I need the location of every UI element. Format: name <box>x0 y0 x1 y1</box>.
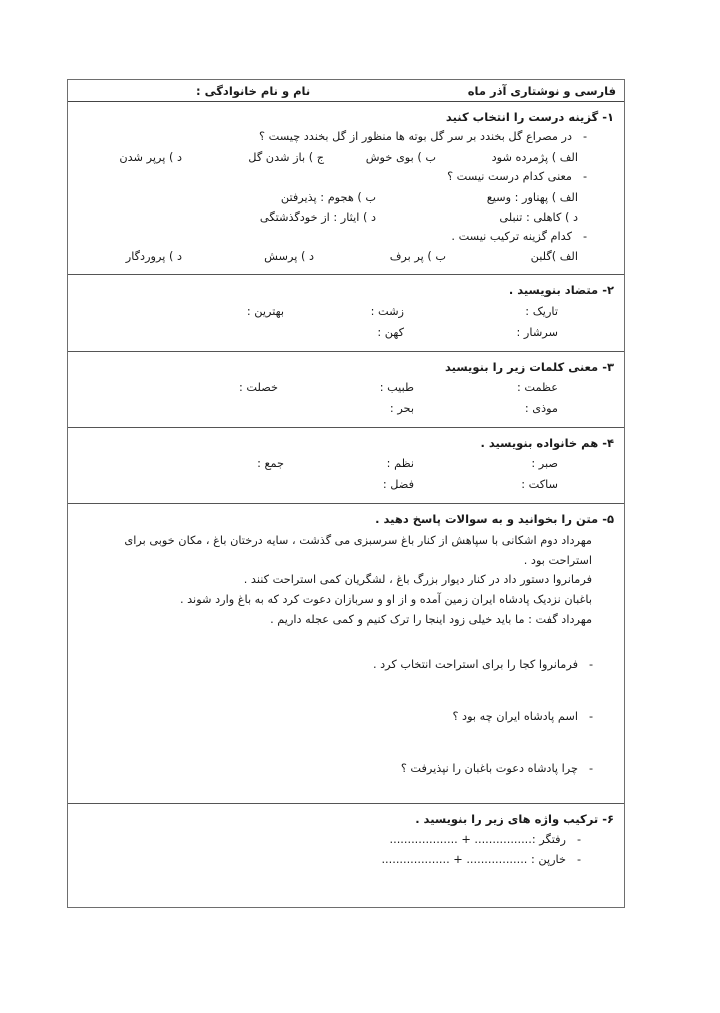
bullet-dash: - <box>576 833 582 847</box>
answer-space-spacer <box>78 630 614 656</box>
answer-space-2[interactable] <box>78 726 614 760</box>
question-2-row-1 <box>78 302 614 321</box>
bullet-dash: - <box>576 853 582 867</box>
answer-space-3[interactable] <box>78 778 614 796</box>
comprehension-question-2-text: اسم پادشاه ایران چه بود ؟ <box>452 709 578 723</box>
question-1-sub-2 <box>78 168 614 187</box>
question-block-2 <box>68 275 624 351</box>
option-dal-2[interactable]: د ) ایثار : از خودگذشتگی <box>259 210 376 224</box>
question-1-number: ۱- <box>602 110 614 124</box>
question-3-number: ۳- <box>602 359 614 374</box>
comprehension-question-1-text: فرمانروا کجا را برای استراحت انتخاب کرد . <box>372 657 578 671</box>
option-dal-1[interactable]: د ) پرسش <box>264 250 314 264</box>
question-4-row-1 <box>78 454 614 473</box>
question-6-item-2 <box>78 850 614 869</box>
option-alef[interactable]: الف ) پهناور : وسیع <box>486 190 578 204</box>
question-5-title <box>78 510 614 528</box>
question-3-row-1 <box>78 378 614 397</box>
fill-label-tabib[interactable]: طبیب : <box>379 381 414 395</box>
fill-label-tarik[interactable]: تاریک : <box>525 304 558 318</box>
question-4-row-2 <box>78 475 614 494</box>
option-be[interactable]: ب ) بوی خوش <box>365 151 436 165</box>
option-dal-1[interactable]: د ) کاهلی : تنبلی <box>499 210 578 224</box>
passage-line-5: مهرداد گفت : ما باید خیلی زود اینجا را ترک کنیم و کمی عجله داریم . <box>270 612 592 626</box>
question-1-sub-3-prompt: کدام گزینه ترکیب نیست . <box>451 229 572 243</box>
header-name-field-label: نام و نام خانوادگی : <box>196 83 311 98</box>
question-5-comprehension-3 <box>78 760 614 778</box>
option-alef[interactable]: الف )گلبن <box>530 250 578 264</box>
question-block-3 <box>68 352 624 428</box>
passage-line-3: فرمانروا دستور داد در کنار دیوار بزرگ باغ ، لشگریان کمی استراحت کنند . <box>243 573 592 587</box>
question-5-comprehension-1 <box>78 656 614 674</box>
option-dal[interactable]: د ) پرپر شدن <box>119 151 182 165</box>
question-5-text: متن را بخوانید و به سوالات پاسخ دهید . <box>375 512 599 527</box>
question-6-item-2-text[interactable]: خارپن : ................. + ................... <box>381 853 566 867</box>
bullet-dash: - <box>588 657 594 671</box>
fill-label-sarshar[interactable]: سرشار : <box>516 325 558 339</box>
question-2-row-2 <box>78 323 614 342</box>
question-1-sub-3 <box>78 228 614 247</box>
option-jim[interactable]: ج ) باز شدن گل <box>248 151 324 165</box>
sheet-header <box>68 80 624 102</box>
question-block-5 <box>68 504 624 803</box>
fill-label-behtarin[interactable]: بهترین : <box>246 304 284 318</box>
fill-label-zesht[interactable]: زشت : <box>370 304 404 318</box>
question-1-sub-3-options <box>78 247 614 266</box>
question-3-title <box>78 358 614 376</box>
question-3-row-2 <box>78 399 614 418</box>
question-1-sub-1 <box>78 128 614 147</box>
question-1-sub-1-options <box>78 148 614 167</box>
option-dal-2[interactable]: د ) پروردگار <box>125 250 182 264</box>
question-block-6 <box>68 804 624 907</box>
header-subject: فارسی و نوشتاری آذر ماه <box>467 83 616 98</box>
fill-label-azemat[interactable]: عظمت : <box>516 381 558 395</box>
answer-space-1[interactable] <box>78 674 614 708</box>
fill-label-saket[interactable]: ساکت : <box>521 478 558 492</box>
question-6-item-1 <box>78 830 614 849</box>
bullet-dash: - <box>588 709 594 723</box>
bullet-dash: - <box>588 761 594 775</box>
passage-line-2: استراحت بود . <box>523 553 592 567</box>
passage-line-1: مهرداد دوم اشکانی با سپاهش از کنار باغ سرسبزی می گذشت ، سایه درختان باغ ، مکان خوبی برای <box>124 533 592 547</box>
exam-sheet <box>67 79 625 908</box>
question-1-text: گزینه درست را انتخاب کنید <box>445 110 599 124</box>
question-block-1 <box>68 102 624 275</box>
bullet-dash: - <box>582 229 588 243</box>
question-5-number: ۵- <box>602 512 614 527</box>
question-1-sub-2-options-line-2 <box>78 208 614 227</box>
question-2-number: ۲- <box>602 283 614 298</box>
question-block-4 <box>68 428 624 504</box>
question-1-title <box>78 108 614 126</box>
question-4-text: هم خانواده بنویسید . <box>480 436 599 451</box>
fill-label-khaslat[interactable]: خصلت : <box>238 381 278 395</box>
question-1-sub-2-options-line-1 <box>78 188 614 207</box>
fill-label-kohan[interactable]: کهن : <box>377 325 404 339</box>
question-2-title <box>78 281 614 299</box>
bullet-dash: - <box>582 130 588 144</box>
fill-label-bahr[interactable]: بحر : <box>389 402 414 416</box>
fill-label-sabr[interactable]: صبر : <box>531 457 558 471</box>
fill-label-nazm[interactable]: نظم : <box>386 457 414 471</box>
question-3-text: معنی کلمات زیر را بنویسید <box>445 359 599 374</box>
question-4-title <box>78 434 614 452</box>
comprehension-question-3-text: چرا پادشاه دعوت باغبان را نپذیرفت ؟ <box>400 761 578 775</box>
fill-label-mouzi[interactable]: موذی : <box>524 402 558 416</box>
option-alef[interactable]: الف ) پژمرده شود <box>491 151 578 165</box>
question-5-comprehension-2 <box>78 708 614 726</box>
question-6-number: ۶- <box>602 811 614 826</box>
question-6-text: ترکیب واژه های زیر را بنویسید . <box>415 811 599 826</box>
fill-label-fazl[interactable]: فضل : <box>382 478 414 492</box>
question-4-number: ۴- <box>602 436 614 451</box>
question-2-text: متضاد بنویسید . <box>508 283 599 298</box>
passage-line-4: باغبان نزدیک پادشاه ایران زمین آمده و از او و سربازان دعوت کرد که به باغ وارد شوند . <box>179 593 592 607</box>
option-be[interactable]: ب ) پر برف <box>389 250 446 264</box>
fill-label-jam[interactable]: جمع : <box>257 457 284 471</box>
question-6-item-1-text[interactable]: رفتگر :................ + ................... <box>389 833 566 847</box>
question-1-sub-1-prompt: در مصراع گل بخندد بر سر گل بوته ها منظور از گل بخندد چیست ؟ <box>259 130 572 144</box>
question-1-sub-2-prompt: معنی کدام درست نیست ؟ <box>447 170 572 184</box>
question-6-title <box>78 810 614 828</box>
option-be[interactable]: ب ) هجوم : پذیرفتن <box>280 190 376 204</box>
bullet-dash: - <box>582 170 588 184</box>
